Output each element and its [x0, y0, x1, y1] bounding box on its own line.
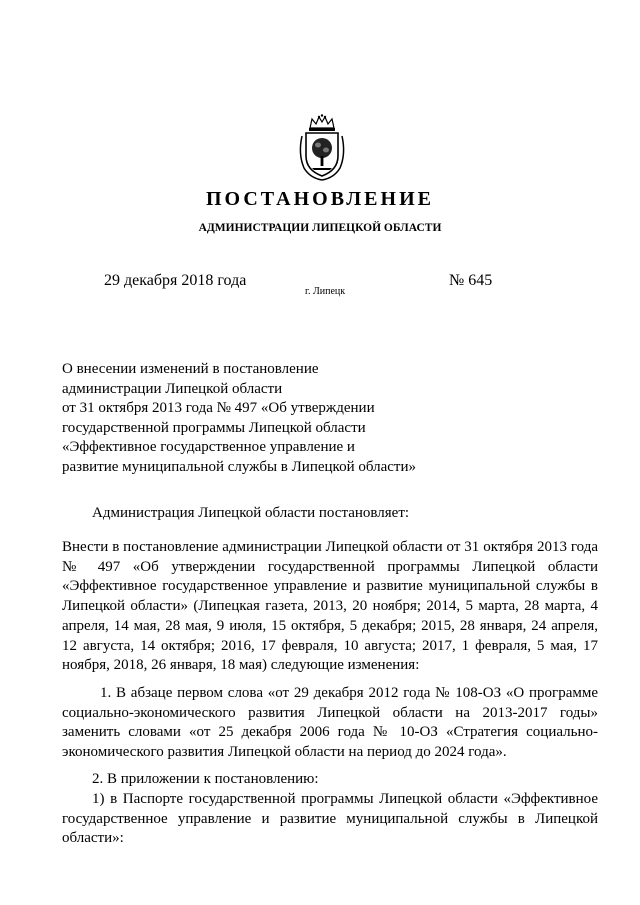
document-heading	[62, 360, 482, 477]
item-1-paragraph: 1. В абзаце первом слова «от 29 декабря 2012 года № 108-ОЗ «О программе социально-экономического развития Липецкой области на 2013-2017 годы» заменить словами «от 25 декабря 2006 года № 10-ОЗ «Стратегия социально-экономического развития Липецкой области на период до 2024 года».	[62, 685, 598, 761]
document-city: г. Липецк	[305, 286, 346, 297]
item-2-paragraph: 2. В приложении к постановлению:	[92, 771, 319, 787]
heading-line: «Эффективное государственное управление и	[62, 439, 355, 455]
heading-line: развитие муниципальной службы в Липецкой области»	[62, 458, 416, 475]
document-title: ПОСТАНОВЛЕНИЕ	[206, 188, 434, 210]
intro-paragraph: Администрация Липецкой области постановляет:	[92, 505, 410, 521]
document-number: № 645	[449, 272, 493, 289]
main-paragraph: Внести в постановление администрации Липецкой области от 31 октября 2013 года № 497 «Об утверждении государственной программы Липецкой области «Эффективное государственное управление и развитие муниципальной службы в Липецкой области» (Липецкая газета, 2013, 20 ноября; 2014, 5 марта, 28 марта, 4 апреля, 14 мая, 28 мая, 9 июля, 15 октября, 5 декабря; 2015, 28 января, 24 апреля, 12 августа, 14 октября; 2016, 17 февраля, 10 августа; 2017, 1 февраля, 5 мая, 17 ноября, 2018, 26 января, 18 мая) следующие изменения:	[62, 539, 598, 674]
document-date: 29 декабря 2018 года	[104, 272, 247, 289]
heading-line: О внесении изменений в постановление	[62, 361, 319, 377]
document-subtitle: АДМИНИСТРАЦИИ ЛИПЕЦКОЙ ОБЛАСТИ	[198, 222, 442, 234]
heading-line: администрации Липецкой области	[62, 380, 283, 397]
coat-of-arms-icon	[296, 114, 348, 182]
item-2-1-paragraph: 1) в Паспорте государственной программы Липецкой области «Эффективное государственное управление и развитие муниципальной службы в Липецкой области»:	[62, 791, 598, 847]
heading-line: от 31 октября 2013 года № 497 «Об утверждении	[62, 400, 375, 416]
heading-line: государственной программы Липецкой области	[62, 419, 366, 436]
